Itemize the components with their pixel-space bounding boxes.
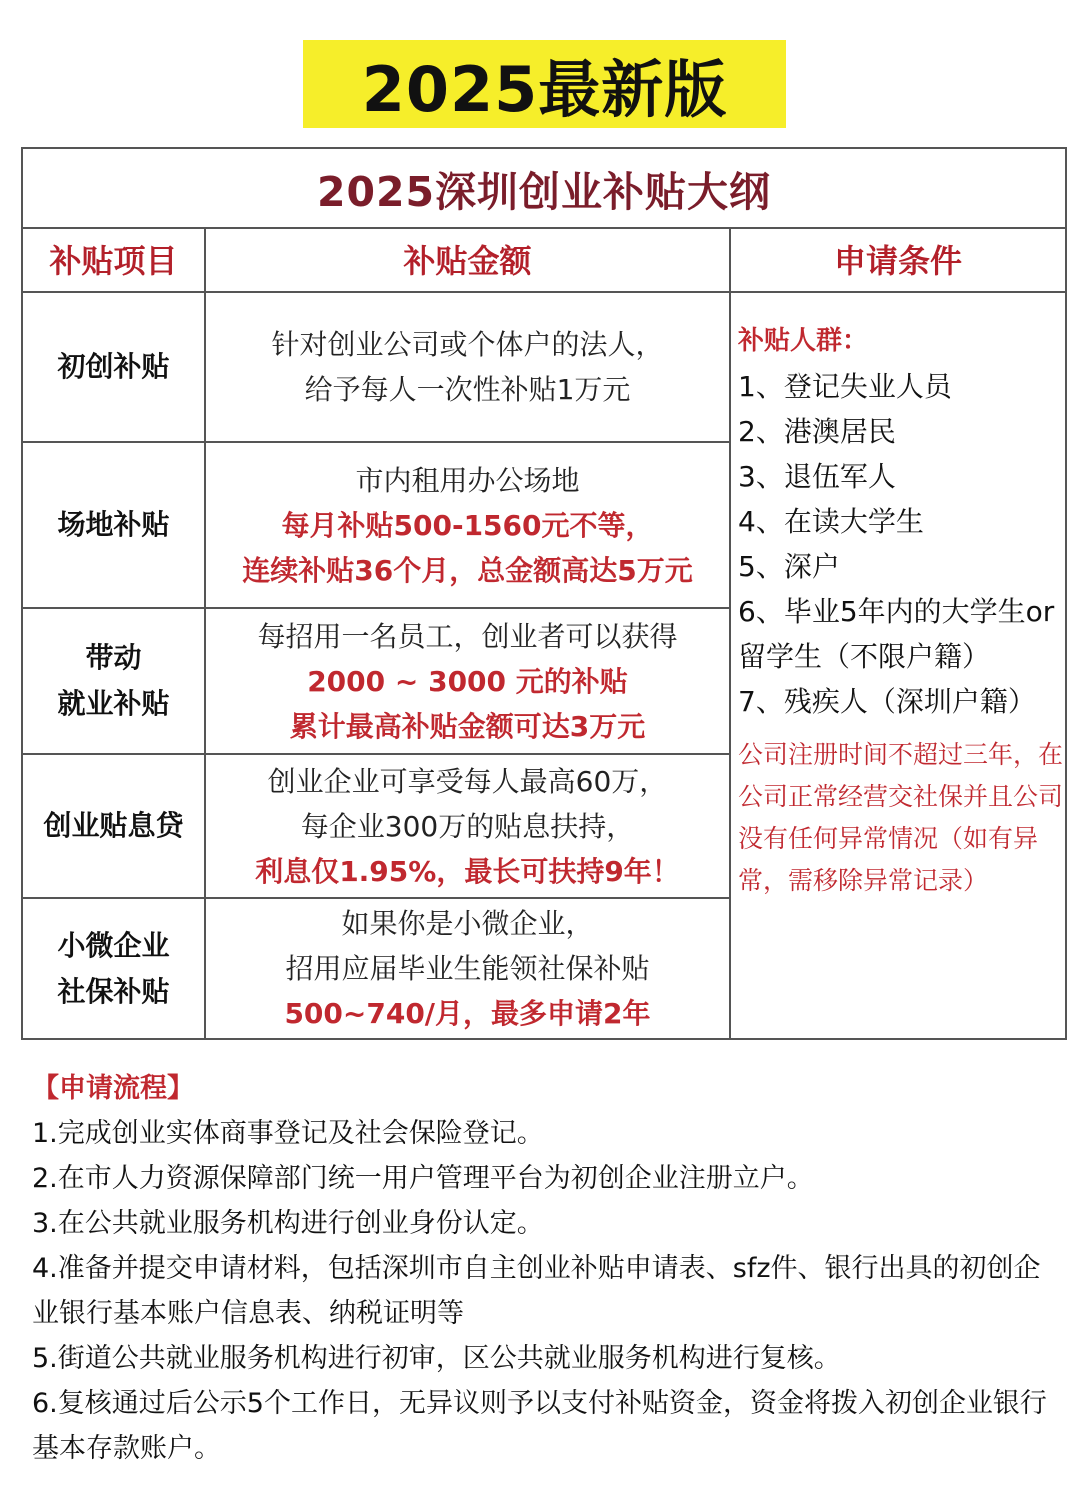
row-amount (206, 899, 729, 1038)
process-title: 【申请流程】 (32, 1073, 194, 1104)
condition-item: 6、毕业5年内的大学生or留学生（不限户籍） (738, 595, 1055, 673)
process-step: 3.在公共就业服务机构进行创业身份认定。 (32, 1208, 544, 1239)
subsidy-table (21, 147, 1067, 1040)
amount-line: 每企业300万的贴息扶持， (300, 809, 635, 843)
process-step: 1.完成创业实体商事登记及社会保险登记。 (32, 1118, 544, 1149)
condition-item: 3、退伍军人 (738, 460, 896, 493)
header-amount: 补贴金额 (403, 242, 532, 280)
table-caption: 2025深圳创业补贴大纲 (23, 149, 1065, 229)
row-name: 初创补贴 (57, 350, 170, 383)
process-step: 5.街道公共就业服务机构进行初审，区公共就业服务机构进行复核。 (32, 1343, 841, 1374)
row-name: 场地补贴 (57, 508, 170, 541)
conditions-cell (738, 319, 1068, 902)
condition-item: 5、深户 (738, 550, 840, 583)
process-step: 2.在市人力资源保障部门统一用户管理平台为初创企业注册立户。 (32, 1163, 814, 1194)
col-divider (729, 227, 731, 1038)
process-step: 6.复核通过后公示5个工作日，无异议则予以支付补贴资金，资金将拨入初创企业银行基本存款账户。 (32, 1388, 1047, 1464)
process-section (32, 1066, 1052, 1471)
row-name: 创业贴息贷 (43, 809, 184, 842)
amount-line: 市内租用办公场地 (355, 463, 580, 497)
conditions-note: 公司注册时间不超过三年，在公司正常经营交社保并且公司没有任何异常情况（如有异常，需移除异常记录） (738, 740, 1064, 895)
condition-item: 7、残疾人（深圳户籍） (738, 685, 1036, 718)
row-name: 带动 就业补贴 (57, 641, 170, 720)
amount-line: 每招用一名员工，创业者可以获得 (257, 619, 678, 653)
amount-line: 如果你是小微企业， (341, 907, 594, 940)
row-amount (206, 755, 729, 897)
banner-title: 2025最新版 (303, 40, 786, 128)
condition-item: 2、港澳居民 (738, 415, 896, 448)
amount-line: 给予每人一次性补贴1万元 (304, 373, 631, 406)
header-conditions: 申请条件 (833, 242, 962, 280)
condition-item: 1、登记失业人员 (738, 370, 952, 403)
amount-line: 2000 ~ 3000 元的补贴 (307, 664, 628, 698)
amount-line: 招用应届毕业生能领社保补贴 (285, 952, 650, 985)
amount-line: 利息仅1.95%，最长可扶持9年！ (255, 854, 680, 888)
amount-line: 500~740/月，最多申请2年 (284, 997, 651, 1030)
row-amount (206, 443, 729, 607)
row-amount (206, 609, 729, 753)
row-name: 小微企业 社保补贴 (57, 928, 170, 1008)
conditions-label: 补贴人群： (738, 326, 869, 356)
amount-line: 连续补贴36个月，总金额高达5万元 (242, 553, 693, 587)
amount-line: 针对创业公司或个体户的法人， (271, 328, 664, 361)
process-step: 4.准备并提交申请材料，包括深圳市自主创业补贴申请表、sfz件、银行出具的初创企业银行基本账户信息表、纳税证明等 (32, 1253, 1041, 1329)
header-item: 补贴项目 (49, 242, 178, 280)
amount-line: 每月补贴500-1560元不等， (281, 508, 654, 542)
condition-item: 4、在读大学生 (738, 505, 924, 538)
amount-line: 创业企业可享受每人最高60万， (267, 764, 668, 798)
row-amount (206, 293, 729, 441)
amount-line: 累计最高补贴金额可达3万元 (289, 709, 646, 743)
